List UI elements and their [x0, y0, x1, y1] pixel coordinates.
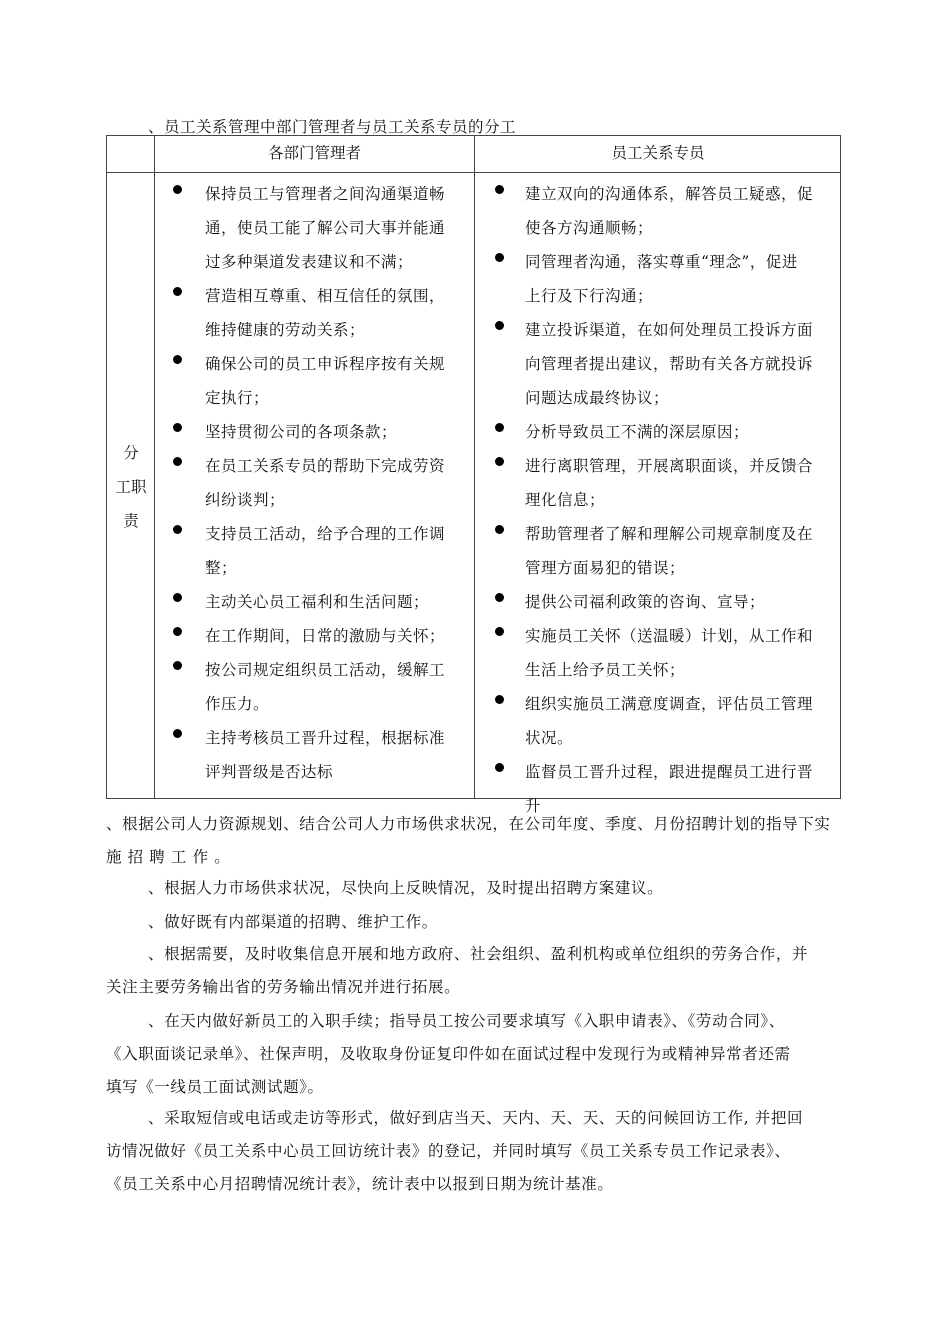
duty-item-line: 进行离职管理，开展离职面谈，并反馈合 — [525, 457, 814, 475]
duty-item — [205, 347, 470, 415]
duty-item-line: 按公司规定组织员工活动，缓解工 — [205, 661, 446, 679]
duty-item — [205, 517, 470, 585]
paragraph-line: 填写《一线员工面试测试题》。 — [106, 1078, 324, 1096]
bullet-icon — [495, 525, 504, 534]
division-table — [106, 135, 841, 815]
bullet-icon — [495, 185, 504, 194]
duty-item — [525, 619, 835, 687]
paragraph-line: 、根据人力市场供求状况，尽快向上反映情况，及时提出招聘方案建议。 — [148, 879, 664, 897]
duty-item-line: 理化信息； — [525, 491, 606, 509]
duty-item — [205, 653, 470, 721]
paragraph-internal-channels — [148, 906, 842, 939]
duty-item-line: 状况。 — [525, 729, 574, 747]
duty-item-line: 提供公司福利政策的咨询、宣导； — [525, 593, 766, 611]
duty-item-line: 定执行； — [205, 389, 270, 407]
duty-item-line: 整； — [205, 559, 238, 577]
duty-item — [525, 177, 835, 245]
duty-item-line: 问题达成最终协议； — [525, 389, 670, 407]
duty-item-line: 确保公司的员工申诉程序按有关规 — [205, 355, 446, 373]
duty-item — [525, 245, 835, 313]
bullet-icon — [173, 355, 182, 364]
bullet-icon — [495, 457, 504, 466]
duty-item — [205, 177, 470, 279]
char: 聘 — [149, 848, 166, 866]
duty-item — [205, 415, 470, 449]
row-label-line: 工职 — [115, 478, 147, 496]
paragraph-line: 《入职面谈记录单》、社保声明，及收取身份证复印件如在面试过程中发现行为或精神异常者还需 — [106, 1045, 791, 1063]
duty-item-line: 管理方面易犯的错误； — [525, 559, 686, 577]
duty-item — [525, 687, 835, 755]
row-label — [107, 436, 155, 538]
bullet-icon — [495, 763, 504, 772]
duty-item-line: 帮助管理者了解和理解公司规章制度及在 — [525, 525, 814, 543]
duty-item-line: 同管理者沟通，落实尊重“理念”，促进 — [525, 253, 798, 271]
paragraph-follow-up-visits — [106, 1102, 842, 1201]
duty-item-line: 营造相互尊重、相互信任的氛围， — [205, 287, 446, 305]
duty-item-line: 建立投诉渠道，在如何处理员工投诉方面 — [525, 321, 814, 339]
duty-item — [525, 313, 835, 415]
paragraph-recruiting-plan — [106, 808, 842, 874]
duty-item-line: 作压力。 — [205, 695, 270, 713]
row-label-line: 责 — [123, 512, 139, 530]
duty-item-line: 使各方沟通顺畅； — [525, 219, 654, 237]
paragraph-line: 、采取短信或电话或走访等形式，做好到店当天、天内、天、天、天的问候回访工作, 并把回 — [148, 1109, 804, 1127]
bullet-icon — [173, 423, 182, 432]
duty-item-line: 维持健康的劳动关系； — [205, 321, 366, 339]
duty-item-line: 上行及下行沟通； — [525, 287, 654, 305]
duty-item — [205, 721, 470, 789]
duty-item — [205, 279, 470, 347]
bullet-icon — [495, 321, 504, 330]
bullet-icon — [173, 661, 182, 670]
bullet-icon — [173, 457, 182, 466]
duty-item-line: 过多种渠道发表建议和不满； — [205, 253, 414, 271]
duty-item-line: 保持员工与管理者之间沟通渠道畅 — [205, 185, 446, 203]
duty-item-line: 通，使员工能了解公司大事并能通 — [205, 219, 446, 237]
paragraph-line: 、在天内做好新员工的入职手续；指导员工按公司要求填写《入职申请表》、《劳动合同》、 — [148, 1012, 785, 1030]
duty-item-line: 组织实施员工满意度调查，评估员工管理 — [525, 695, 814, 713]
duty-item-line: 升 — [525, 797, 542, 815]
duty-item-line: 监督员工晋升过程，跟进提醒员工进行晋 — [525, 763, 814, 781]
paragraph-market-feedback — [148, 872, 842, 905]
duty-item-line: 生活上给予员工关怀； — [525, 661, 686, 679]
bullet-icon — [495, 423, 504, 432]
duty-item-line: 支持员工活动，给予合理的工作调 — [205, 525, 446, 543]
table-col-divider-2 — [474, 136, 475, 798]
paragraph-line: 《员工关系中心月招聘情况统计表》，统计表中以报到日期为统计基准。 — [106, 1175, 614, 1193]
duty-item — [525, 449, 835, 517]
bullet-icon — [495, 593, 504, 602]
duty-item — [205, 619, 470, 653]
duty-item-line: 坚持贯彻公司的各项条款； — [205, 423, 398, 441]
paragraph-onboarding — [106, 1005, 842, 1104]
char: 。 — [214, 848, 231, 866]
bullet-icon — [173, 185, 182, 194]
bullet-icon — [173, 525, 182, 534]
char: 招 — [127, 848, 144, 866]
paragraph-line-justified — [106, 841, 842, 874]
duty-item-line: 分析导致员工不满的深层原因； — [525, 423, 750, 441]
duty-item-line: 纠纷谈判； — [205, 491, 286, 509]
duty-item — [205, 585, 470, 619]
header-specialist: 员工关系专员 — [611, 144, 705, 162]
paragraph-line: 、做好既有内部渠道的招聘、维护工作。 — [148, 913, 438, 931]
duty-item-line: 在工作期间，日常的激励与关怀； — [205, 627, 446, 645]
duty-item-line: 实施员工关怀（送温暖）计划，从工作和 — [525, 627, 814, 645]
bullet-icon — [173, 287, 182, 296]
char: 工 — [170, 848, 188, 866]
duty-item-line: 向管理者提出建议，帮助有关各方就投诉 — [525, 355, 814, 373]
bullet-icon — [173, 593, 182, 602]
table-caption: 、员工关系管理中部门管理者与员工关系专员的分工 — [148, 118, 517, 136]
bullet-icon — [173, 627, 182, 636]
bullet-icon — [495, 253, 504, 262]
table-header-divider — [107, 172, 840, 173]
duty-item-line: 在员工关系专员的帮助下完成劳资 — [205, 457, 446, 475]
duty-item — [205, 449, 470, 517]
bullet-icon — [495, 695, 504, 704]
paragraph-line: 关注主要劳务输出省的劳务输出情况并进行拓展。 — [106, 978, 461, 996]
row-label-line: 分 — [123, 444, 139, 462]
duty-item-line: 主持考核员工晋升过程，根据标准 — [205, 729, 446, 747]
bullet-icon — [173, 729, 182, 738]
duty-item-line: 评判晋级是否达标 — [205, 763, 334, 781]
duty-item-line: 主动关心员工福利和生活问题； — [205, 593, 430, 611]
paragraph-line: 、根据公司人力资源规划、结合公司人力市场供求状况，在公司年度、季度、月份招聘计划的指导下实 — [106, 815, 831, 833]
duty-item-line: 建立双向的沟通体系，解答员工疑惑，促 — [525, 185, 814, 203]
paragraph-labor-cooperation — [106, 938, 842, 1004]
char: 施 — [106, 848, 123, 866]
duty-item — [525, 517, 835, 585]
duty-item — [525, 415, 835, 449]
paragraph-line: 、根据需要，及时收集信息开展和地方政府、社会组织、盈利机构或单位组织的劳务合作，并 — [148, 945, 809, 963]
bullet-icon — [495, 627, 504, 636]
char: 作 — [192, 848, 209, 866]
duty-item — [525, 585, 835, 619]
header-managers: 各部门管理者 — [267, 144, 361, 162]
paragraph-line: 访情况做好《员工关系中心员工回访统计表》的登记，并同时填写《员工关系专员工作记录表》、 — [106, 1142, 791, 1160]
